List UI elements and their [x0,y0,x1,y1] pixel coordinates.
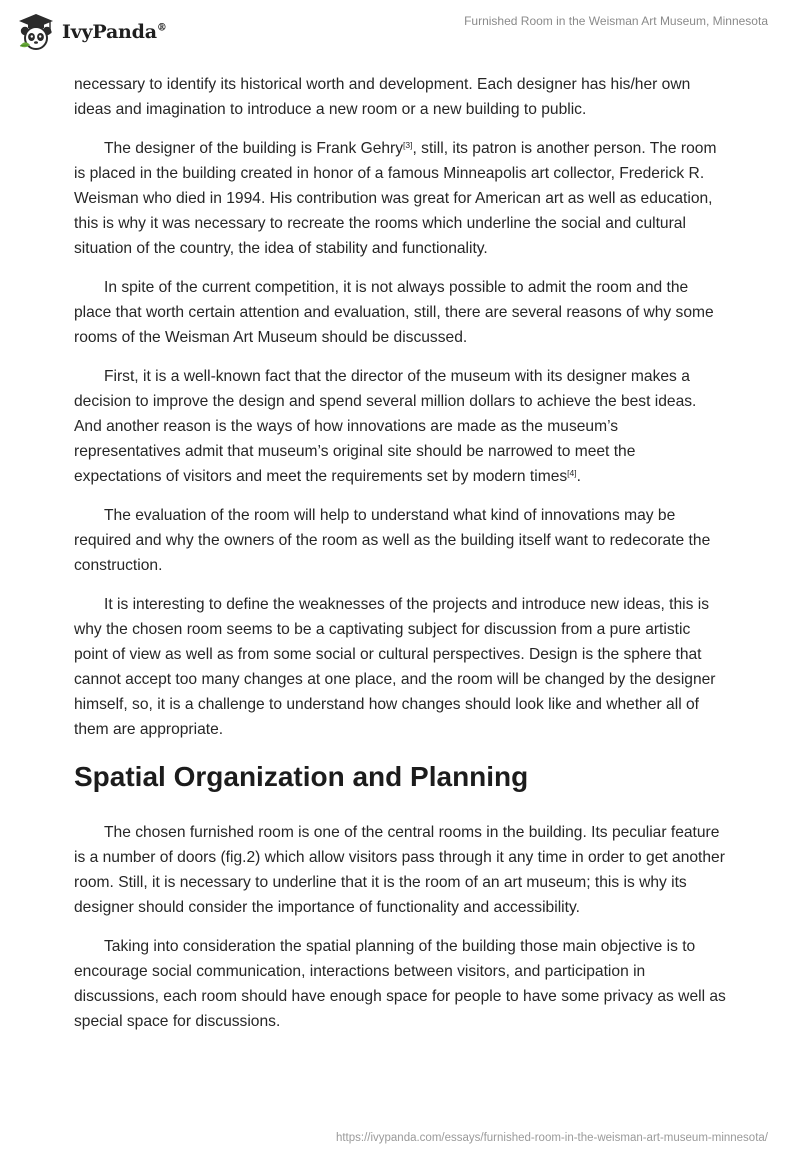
paragraph: necessary to identify its historical worth and development. Each designer has his/her own ideas and imagination to introduce a new room or a new building to public. [74,76,691,118]
paragraph: Taking into consideration the spatial planning of the building those main objective is to encourage social communication, interactions between visitors, and participation in discussions, each room should have enough space for people to have some privacy as well as special space for discussions. [74,938,726,1030]
source-url[interactable]: https://ivypanda.com/essays/furnished-room-in-the-weisman-art-museum-minnesota/ [335,1132,768,1144]
paragraph-text: First, it is a well-known fact that the director of the museum with its designer makes a decision to improve the design and spend several million dollars to achieve the best ideas. And another reason is the ways of how innovations are made as the museum’s representatives admit that museum’s original site should be narrowed to meet the expectations of visitors and meet the requirements set by modern times [74,368,697,485]
essay-content [74,72,726,1048]
section-heading: Spatial Organization and Planning [74,761,529,792]
paragraph-text: . [576,468,581,485]
page-header [0,0,800,70]
paragraph [74,364,726,489]
panda-graduate-icon [16,12,56,52]
paragraph [74,136,726,261]
registered-mark: ® [156,22,167,34]
document-title: Furnished Room in the Weisman Art Museum, Minnesota [464,14,768,28]
reference-link[interactable]: [3] [403,140,413,150]
site-logo[interactable] [16,12,167,52]
paragraph-text: The designer of the building is Frank Gehry [104,140,404,157]
paragraph: It is interesting to define the weaknesses of the projects and introduce new ideas, this is why the chosen room seems to be a captivating subject for discussion from a pure artistic point of view as well as from some social or cultural perspectives. Design is the sphere that cannot accept too many changes at one place, and the room will be changed by the designer himself, so, it is a challenge to understand how changes should look like and whether all of them are appropriate. [74,596,716,738]
reference-link[interactable]: [4] [567,468,577,478]
logo-text: IvyPanda® [62,21,167,43]
paragraph: The evaluation of the room will help to understand what kind of innovations may be required and why the owners of the room as well as the building itself want to redecorate the construction. [74,507,711,574]
paragraph-text: , still, its patron is another person. The room is placed in the building created in honor of a famous Minneapolis art collector, Frederick R. Weisman who died in 1994. His contribution was great for American art as well as education, this is why it was necessary to recreate the rooms which underline the social and cultural situation of the country, the idea of stability and functionality. [74,140,717,257]
paragraph: In spite of the current competition, it is not always possible to admit the room and the place that worth certain attention and evaluation, still, there are several reasons of why some rooms of the Weisman Art Museum should be discussed. [74,279,714,346]
paragraph: The chosen furnished room is one of the central rooms in the building. Its peculiar feature is a number of doors (fig.2) which allow visitors pass through it any time in order to get another room. Still, it is necessary to underline that it is the room of an art museum; this is why its designer should consider the importance of functionality and accessibility. [74,824,725,916]
